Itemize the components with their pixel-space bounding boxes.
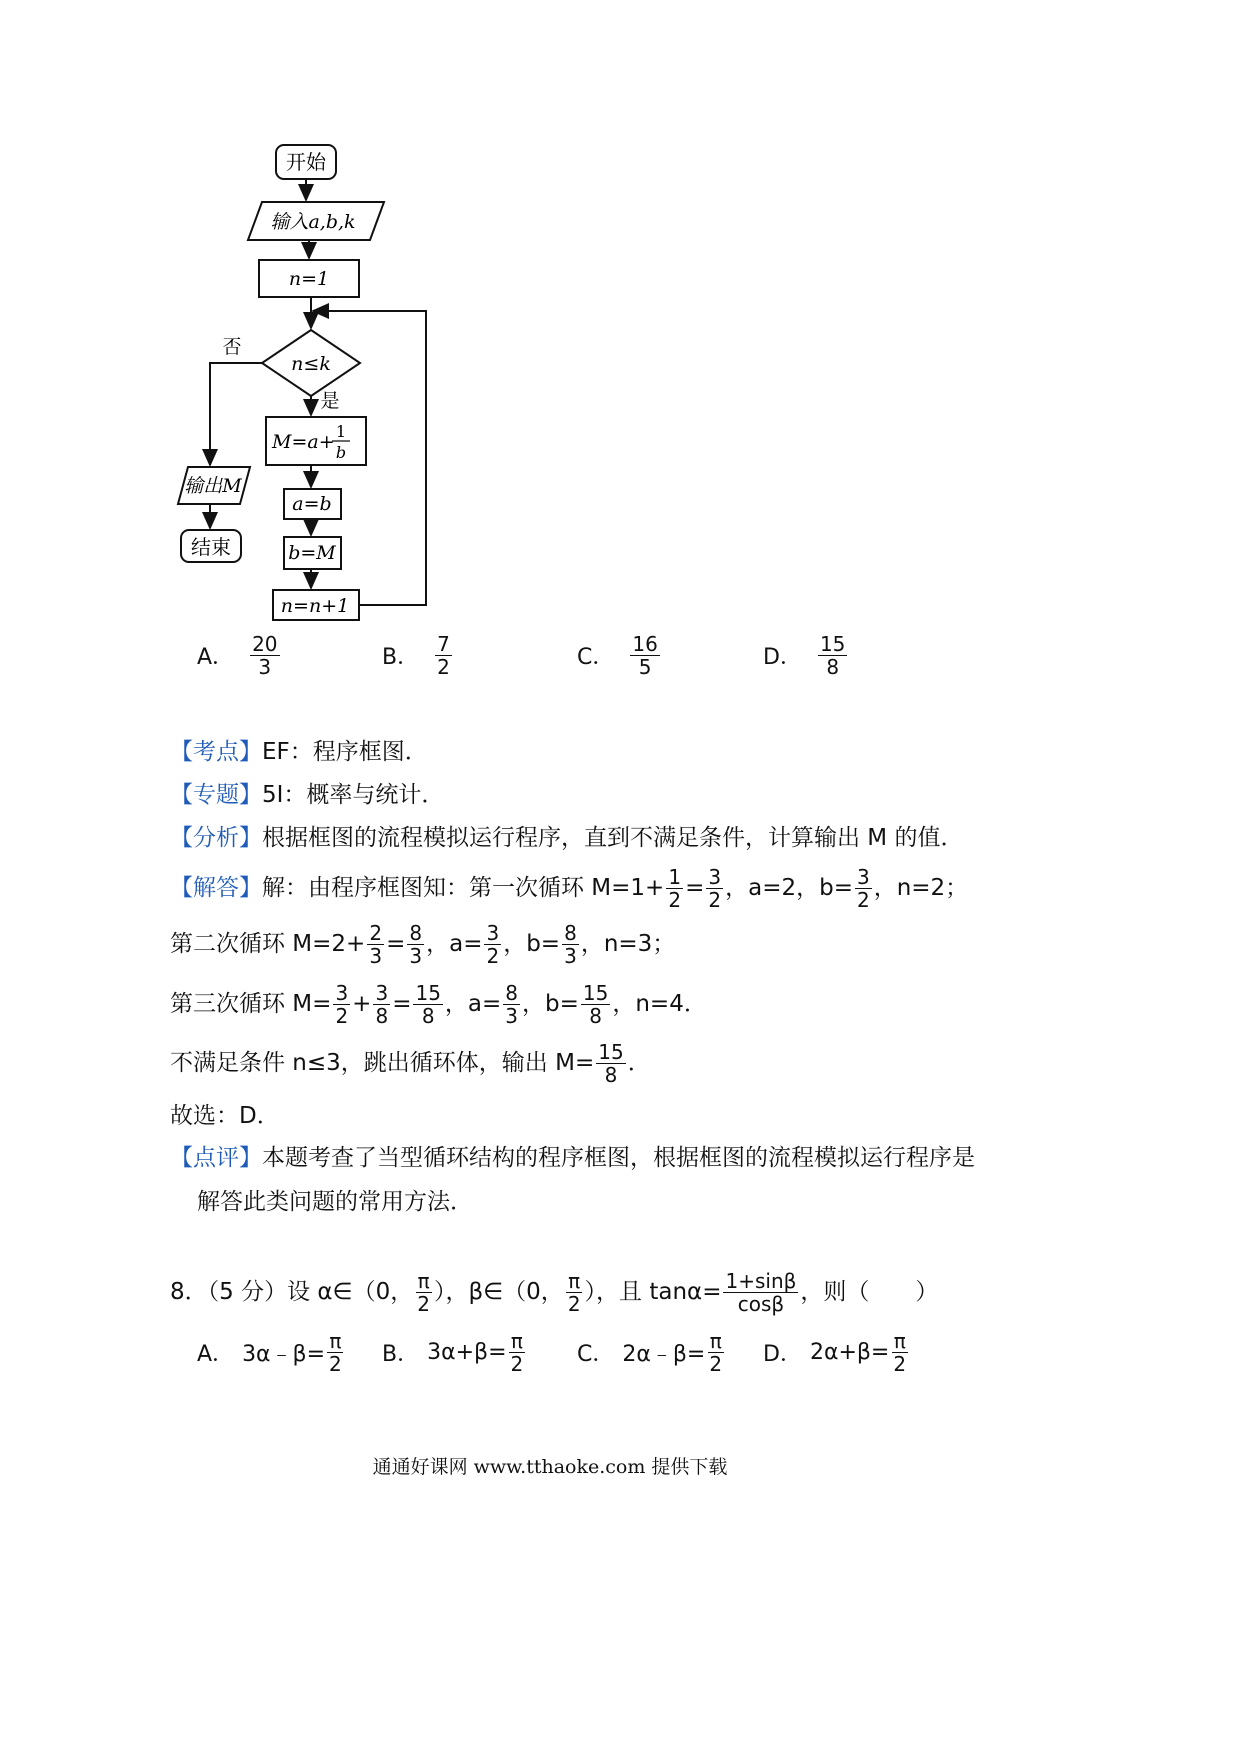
q8-option-b[interactable]: B． 3α+β= $\frac{\pi}{2}$ <box>382 1329 524 1376</box>
jieda-tag: 【解答】 <box>170 875 262 901</box>
flow-m-den: b <box>335 443 347 462</box>
kaodian-line: 【考点】EF：程序框图． <box>170 739 428 765</box>
page-footer: 通通好课网 www.tthaoke.com 提供下载 <box>372 1456 728 1478</box>
flow-no-label: 否 <box>222 336 242 358</box>
flow-yes-label: 是 <box>320 390 340 412</box>
third-loop-line: 第三次循环 M= $\frac{3}{2}$ + $\frac{3}{8}$ = $\frac{15}{8}$ ，a= $\frac{8}{3}$ ，b= $\frac{15}{8}$ ，n=4． <box>170 981 707 1028</box>
q8-option-c[interactable]: C． 2α﹣β= $\frac{\pi}{2}$ <box>577 1329 723 1376</box>
dianping-line-2: 解答此类问题的常用方法． <box>197 1189 473 1215</box>
q7-option-d[interactable]: D． $\frac{15}{8}$ <box>763 632 846 679</box>
fenxi-tag: 【分析】 <box>170 825 262 851</box>
jieda-line: 【解答】解：由程序框图知：第一次循环 M=1+ $\frac{1}{2}$ = $\frac{3}{2}$ ，a=2，b= $\frac{3}{2}$ ，n=2； <box>170 865 969 912</box>
flow-m-num: 1 <box>335 422 347 441</box>
q8-stem: 8．（5 分）设 α∈（0， $\frac{\pi}{2}$ ），β∈（0， $\frac{\pi}{2}$ ），且 tanα= $\frac{1+\sin\beta}{\cos\beta}$ ，则（ ） <box>170 1269 939 1316</box>
flow-init-label: n=1 <box>288 268 330 290</box>
flow-m-label: M=a+ <box>272 431 335 453</box>
zhuanti-tag: 【专题】 <box>170 782 262 808</box>
second-loop-line: 第二次循环 M=2+ $\frac{2}{3}$ = $\frac{8}{3}$ ，a= $\frac{3}{2}$ ，b= $\frac{8}{3}$ ，n=3； <box>170 921 676 968</box>
q7-option-a[interactable]: A． $\frac{20}{3}$ <box>197 632 278 679</box>
q7-option-b[interactable]: B． $\frac{7}{2}$ <box>382 632 450 679</box>
dianping-tag: 【点评】 <box>170 1145 262 1171</box>
exit-line: 不满足条件 n≤3，跳出循环体，输出 M= $\frac{15}{8}$ ． <box>170 1040 651 1087</box>
flow-input-label: 输入a,b,k <box>270 211 356 233</box>
q7-option-c[interactable]: C． $\frac{16}{5}$ <box>577 632 658 679</box>
flow-n-label: n=n+1 <box>280 595 350 617</box>
flow-end-label: 结束 <box>191 535 231 559</box>
flow-b-label: b=M <box>288 542 336 564</box>
flow-a-label: a=b <box>292 493 332 515</box>
fenxi-line: 【分析】根据框图的流程模拟运行程序，直到不满足条件，计算输出 M 的值． <box>170 825 964 851</box>
kaodian-tag: 【考点】 <box>170 739 262 765</box>
q8-option-a[interactable]: A． 3α﹣β= $\frac{\pi}{2}$ <box>197 1329 342 1376</box>
flow-start-label: 开始 <box>286 150 326 174</box>
zhuanti-line: 【专题】5I：概率与统计． <box>170 782 445 808</box>
dianping-line: 【点评】本题考查了当型循环结构的程序框图，根据框图的流程模拟运行程序是 <box>170 1145 975 1171</box>
guxuan-line: 故选：D． <box>170 1103 280 1129</box>
q8-option-d[interactable]: D． 2α+β= $\frac{\pi}{2}$ <box>763 1329 907 1376</box>
flow-output-label: 输出M <box>184 475 242 497</box>
flow-condition-label: n≤k <box>291 353 331 375</box>
flowchart <box>0 0 520 710</box>
